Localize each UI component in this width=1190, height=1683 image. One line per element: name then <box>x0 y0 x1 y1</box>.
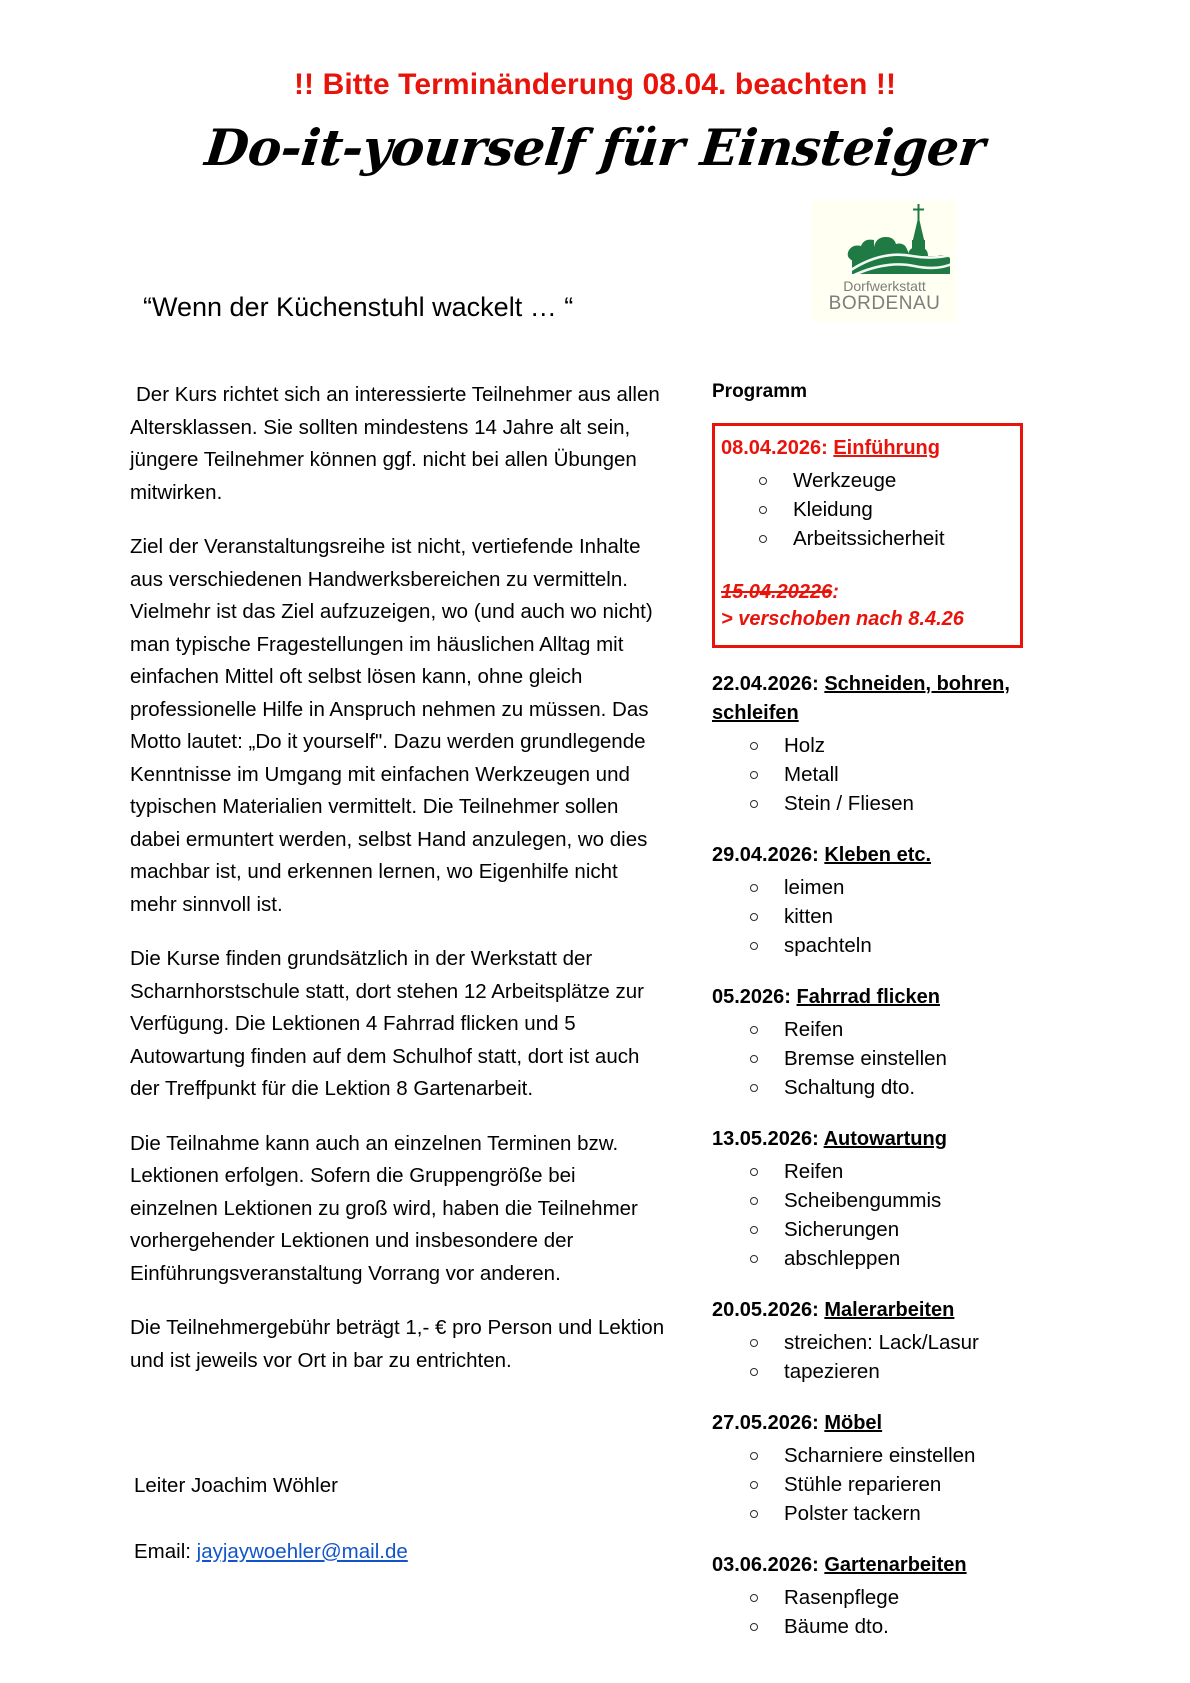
pull-quote: “Wenn der Küchenstuhl wackelt … “ <box>143 292 574 322</box>
list-item: abschleppen <box>748 1244 1042 1273</box>
programm-entry-heading <box>721 434 1020 463</box>
page-title: Do-it-yourself für Einsteiger <box>202 118 988 177</box>
programm-column <box>712 381 1042 1641</box>
church-and-trees-icon <box>812 200 957 278</box>
programm-entry-bullets <box>712 1441 1042 1528</box>
entry-date: 03.06.2026: <box>712 1554 819 1576</box>
programm-entry <box>712 1125 1042 1273</box>
list-item: Scharniere einstellen <box>748 1441 1042 1470</box>
programm-entry-bullets <box>712 1583 1042 1641</box>
programm-entry <box>712 1296 1042 1386</box>
entry-date: 13.05.2026: <box>712 1128 819 1150</box>
paragraph: Die Kurse finden grundsätzlich in der Werkstatt der Scharnhorstschule statt, dort stehen 12 Arbeitsplätze zur Verfügung. Die Lektionen 4 Fahrrad flicken und 5 Autowartung finden auf dem Schulhof statt, dort ist auch der Treffpunkt für die Lektion 8 Gartenarbeit. <box>130 947 644 1100</box>
entry-topic: Gartenarbeiten <box>824 1554 967 1576</box>
list-item: Metall <box>748 760 1042 789</box>
entry-date: 08.04.2026: <box>721 437 828 459</box>
programm-entry-bullets <box>712 1015 1042 1102</box>
entry-topic: Fahrrad flicken <box>796 986 940 1008</box>
list-item: Polster tackern <box>748 1499 1042 1528</box>
list-item: Scheibengummis <box>748 1186 1042 1215</box>
programm-entry <box>712 1409 1042 1528</box>
programm-entry <box>712 983 1042 1102</box>
list-item: Holz <box>748 731 1042 760</box>
postponed-note: > verschoben nach 8.4.26 <box>721 608 964 630</box>
list-item: spachteln <box>748 931 1042 960</box>
course-leader: Leiter Joachim Wöhler <box>134 1474 338 1497</box>
entry-topic: Autowartung <box>823 1128 947 1150</box>
entry-topic: Malerarbeiten <box>824 1299 955 1321</box>
list-item: Schaltung dto. <box>748 1073 1042 1102</box>
postponed-notice <box>721 579 1020 633</box>
dorfwerkstatt-bordenau-logo <box>812 200 957 322</box>
list-item: Stühle reparieren <box>748 1470 1042 1499</box>
list-item: Rasenpflege <box>748 1583 1042 1612</box>
programm-entry <box>712 670 1042 818</box>
list-item: Sicherungen <box>748 1215 1042 1244</box>
entry-topic: Einführung <box>833 437 940 459</box>
entry-date: 20.05.2026: <box>712 1299 819 1321</box>
paragraph: Ziel der Veranstaltungsreihe ist nicht, vertiefende Inhalte aus verschiedenen Handwerksbereichen zu vermitteln. Vielmehr ist das Ziel aufzuzeigen, wo (und auch wo nicht) man typische Fragestellungen im häuslichen Alltag mit einfachen Mittel oft selbst lösen kann, ohne gleich professionelle Hilfe in Anspruch nehmen zu müssen. Das Motto lautet: „Do it yourself". Dazu werden grundlegende Kenntnisse im Umgang mit einfachen Werkzeugen und typischen Materialien vermittelt. Die Teilnehmer sollen dabei ermuntert werden, selbst Hand anzulegen, wo dies machbar ist, und erkennen lernen, wo Eigenhilfe nicht mehr sinnvoll ist. <box>130 535 653 916</box>
programm-highlight-box <box>712 423 1023 648</box>
struck-date: 15.04.20226 <box>721 581 833 603</box>
body-text-column <box>130 379 666 1399</box>
list-item: streichen: Lack/Lasur <box>748 1328 1042 1357</box>
termin-aenderung-alert: !! Bitte Terminänderung 08.04. beachten !! <box>293 68 897 101</box>
programm-entry-heading <box>712 1551 1042 1580</box>
logo-text-line2: BORDENAU <box>828 293 941 314</box>
list-item: Werkzeuge <box>757 466 1020 495</box>
list-item: Bremse einstellen <box>748 1044 1042 1073</box>
list-item: Stein / Fliesen <box>748 789 1042 818</box>
list-item: Bäume dto. <box>748 1612 1042 1641</box>
email-row <box>134 1536 408 1569</box>
contact-block <box>134 1470 408 1568</box>
entry-topic: Schneiden, bohren, schleifen <box>712 673 1010 724</box>
list-item: tapezieren <box>748 1357 1042 1386</box>
postponed-date-row <box>721 579 1020 606</box>
programm-entry-bullets <box>721 466 1020 553</box>
entry-date: 22.04.2026: <box>712 673 819 695</box>
programm-entry-bullets <box>712 873 1042 960</box>
entry-topic: Möbel <box>824 1412 883 1434</box>
list-item: Kleidung <box>757 495 1020 524</box>
programm-entry-heading <box>712 1409 1042 1438</box>
programm-entry-heading <box>712 670 1042 728</box>
programm-entry <box>712 841 1042 960</box>
struck-date-colon: : <box>832 581 839 603</box>
list-item: kitten <box>748 902 1042 931</box>
email-link[interactable]: jayjaywoehler@mail.de <box>196 1539 408 1563</box>
email-label: Email: <box>134 1539 191 1563</box>
programm-entry-heading <box>712 1296 1042 1325</box>
list-item: Reifen <box>748 1157 1042 1186</box>
programm-entry-bullets <box>712 1157 1042 1273</box>
entry-date: 29.04.2026: <box>712 844 819 866</box>
entry-date: 05.2026: <box>712 986 791 1008</box>
programm-entry-heading <box>712 1125 1042 1154</box>
list-item: Arbeitssicherheit <box>757 524 1020 553</box>
list-item: leimen <box>748 873 1042 902</box>
entry-date: 27.05.2026: <box>712 1412 819 1434</box>
programm-entry-bullets <box>712 1328 1042 1386</box>
programm-heading: Programm <box>712 381 808 402</box>
paragraph: Der Kurs richtet sich an interessierte Teilnehmer aus allen Altersklassen. Sie sollten mindestens 14 Jahre alt sein, jüngere Teilnehmer können ggf. nicht bei allen Übungen mitwirken. <box>130 383 660 504</box>
entry-topic: Kleben etc. <box>824 844 932 866</box>
programm-entry-heading <box>712 841 1042 870</box>
logo-text-line1: Dorfwerkstatt <box>843 278 926 294</box>
programm-entry-heading <box>712 983 1042 1012</box>
paragraph: Die Teilnehmergebühr beträgt 1,- € pro Person und Lektion und ist jeweils vor Ort in bar zu entrichten. <box>130 1316 665 1372</box>
paragraph: Die Teilnahme kann auch an einzelnen Terminen bzw. Lektionen erfolgen. Sofern die Gruppengröße bei einzelnen Lektionen zu groß wird, haben die Teilnehmer vorhergehender Lektionen und insbesondere der Einführungsveranstaltung Vorrang vor anderen. <box>130 1131 638 1285</box>
programm-entry <box>712 1551 1042 1641</box>
list-item: Reifen <box>748 1015 1042 1044</box>
programm-entry-bullets <box>712 731 1042 818</box>
